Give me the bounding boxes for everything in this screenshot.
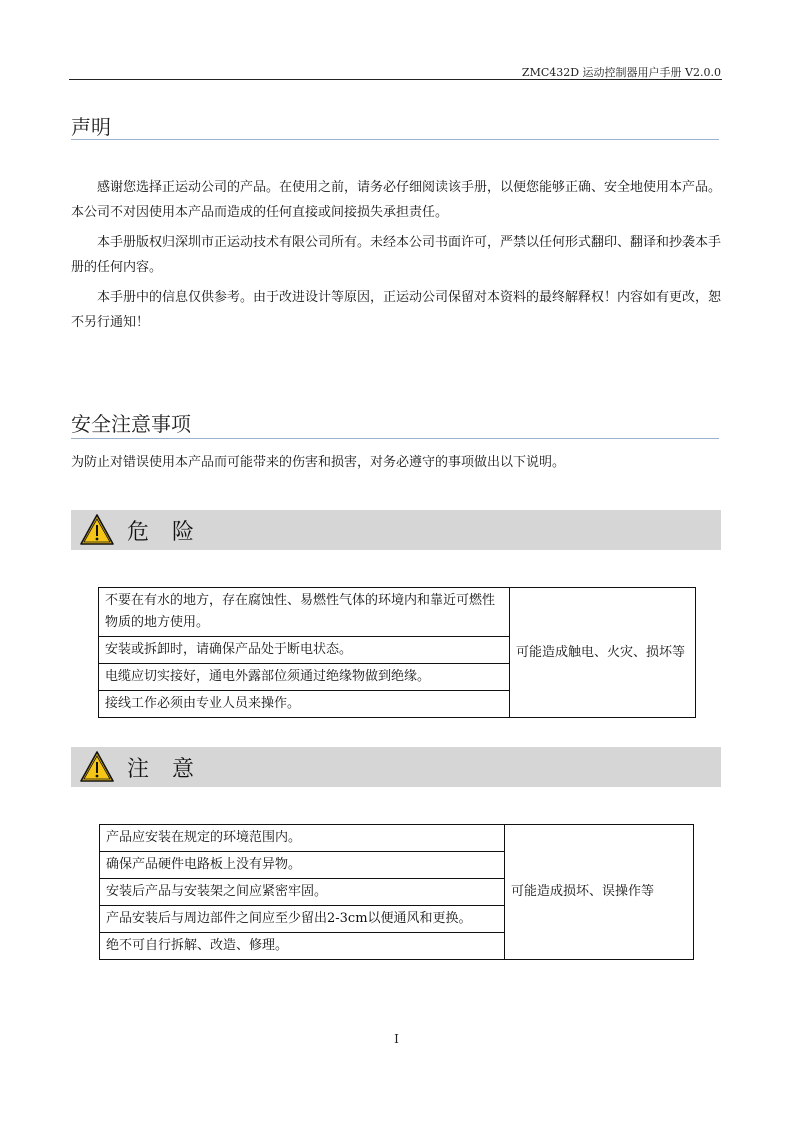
caution-consequence: 可能造成损坏、误操作等 (505, 825, 694, 960)
declaration-paragraph-2: 本手册版权归深圳市正运动技术有限公司所有。未经本公司书面许可，严禁以任何形式翻印、翻译和抄袭本手册的任何内容。 (71, 235, 722, 275)
caution-banner (71, 747, 721, 787)
caution-table (99, 824, 694, 960)
danger-label: 危 险 (127, 519, 202, 545)
page-number: I (394, 1032, 399, 1046)
declaration-paragraph-1: 感谢您选择正运动公司的产品。在使用之前，请务必仔细阅读该手册，以便您能够正确、安全地使用本产品。本公司不对因使用本产品而造成的任何直接或间接损失承担责任。 (71, 180, 722, 220)
declaration-paragraph-3: 本手册中的信息仅供参考。由于改进设计等原因，正运动公司保留对本资料的最终解释权！内容如有更改，恕不另行通知！ (71, 290, 722, 330)
danger-item-4: 接线工作必须由专业人员来操作。 (99, 691, 510, 718)
caution-item-1: 产品应安装在规定的环境范围内。 (100, 825, 505, 852)
warning-triangle-icon (79, 750, 115, 784)
warning-triangle-icon (79, 513, 115, 547)
danger-item-3: 电缆应切实接好，通电外露部位须通过绝缘物做到绝缘。 (99, 664, 510, 691)
caution-item-2: 确保产品硬件电路板上没有异物。 (100, 852, 505, 879)
danger-consequence: 可能造成触电、火灾、损坏等 (510, 588, 696, 718)
caution-item-4: 产品安装后与周边部件之间应至少留出2-3cm以便通风和更换。 (100, 906, 505, 933)
danger-table (98, 587, 696, 718)
caution-item-3: 安装后产品与安装架之间应紧密牢固。 (100, 879, 505, 906)
safety-rule (71, 438, 719, 439)
safety-intro: 为防止对错误使用本产品而可能带来的伤害和损害，对务必遵守的事项做出以下说明。 (71, 455, 566, 470)
table-row (99, 588, 696, 637)
declaration-title: 声明 (71, 115, 111, 139)
table-row (100, 825, 694, 852)
caution-label: 注 意 (127, 756, 202, 782)
page-header-title: ZMC432D 运动控制器用户手册 V2.0.0 (521, 66, 721, 79)
danger-item-1: 不要在有水的地方，存在腐蚀性、易燃性气体的环境内和靠近可燃性物质的地方使用。 (99, 588, 510, 637)
danger-item-2: 安装或拆卸时，请确保产品处于断电状态。 (99, 637, 510, 664)
caution-item-5: 绝不可自行拆解、改造、修理。 (100, 933, 505, 960)
safety-title: 安全注意事项 (71, 412, 191, 436)
declaration-rule (71, 139, 719, 140)
header-rule (69, 79, 722, 80)
danger-banner (71, 510, 721, 550)
